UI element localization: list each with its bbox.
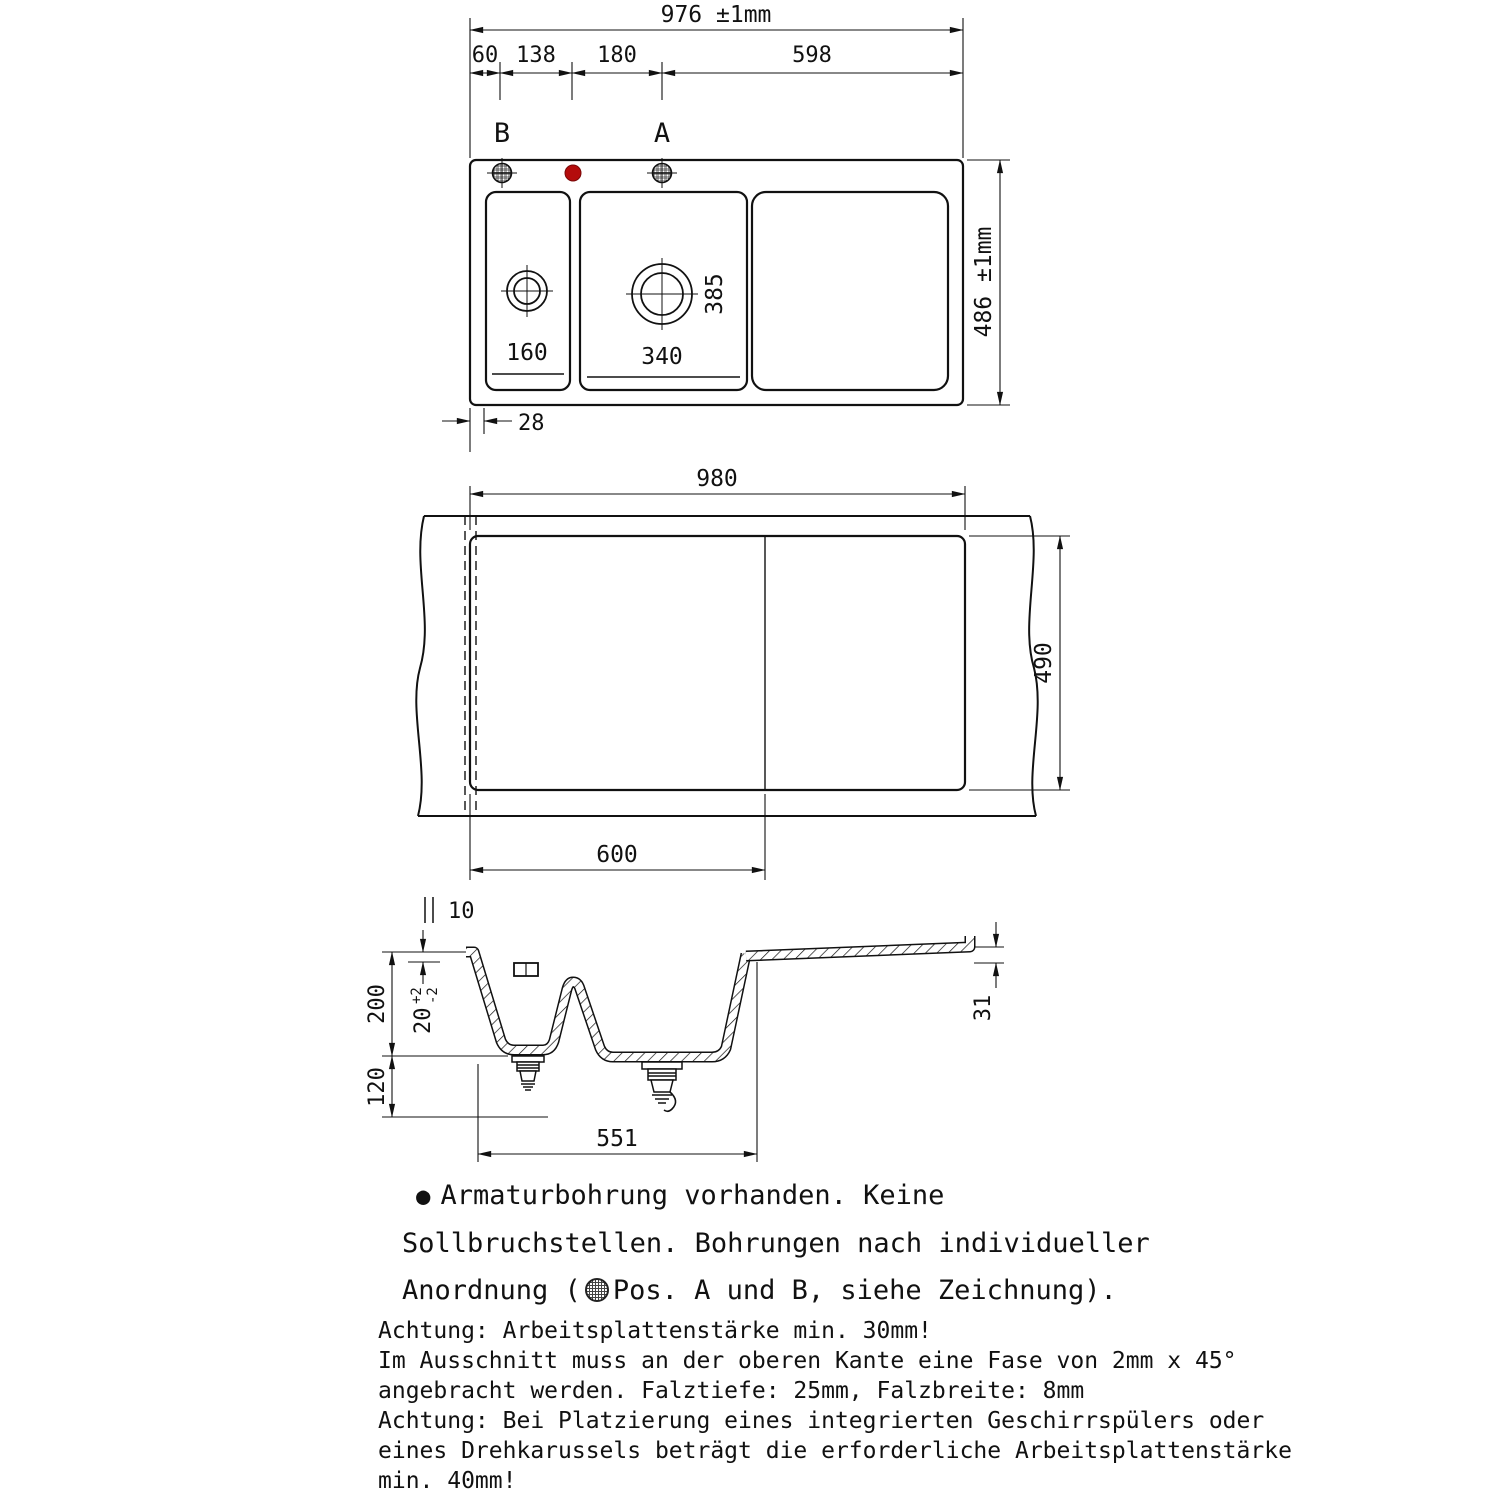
section-drain-main [642, 1062, 682, 1111]
dim-depth-200: 200 [365, 984, 390, 1024]
dim-seg-60: 60 [471, 43, 499, 68]
dim-seg-180: 180 [597, 43, 637, 68]
note-line: Achtung: Arbeitsplattenstärke min. 30mm! [378, 1318, 932, 1344]
tol-minus: -2 [425, 987, 441, 1004]
note-line: eines Drehkarussels beträgt die erforderliche Arbeitsplattenstärke [378, 1438, 1292, 1464]
dim-cutout-width-980: 980 [696, 466, 738, 492]
note-text: Sollbruchstellen. Bohrungen nach individueller [402, 1228, 1150, 1259]
dim-lip-10: 10 [448, 899, 475, 924]
section-bowl-walls [466, 952, 746, 1057]
note-line: angebracht werden. Falztiefe: 25mm, Falzbreite: 8mm [378, 1378, 1085, 1404]
note-line [402, 1267, 1182, 1314]
dim-drain-main-340: 340 [641, 344, 683, 370]
position-hole-icon [585, 1278, 609, 1302]
dim-rim-offset-28: 28 [518, 411, 545, 436]
note-achtung [378, 1316, 1292, 1496]
faucet-hole-a [647, 158, 677, 188]
dim-edge-31: 31 [971, 994, 996, 1022]
drainer-area [752, 192, 948, 390]
faucet-hole-existing [565, 165, 581, 181]
cutout-view [416, 486, 1070, 880]
cutout-outline [470, 536, 965, 790]
dim-span-551: 551 [596, 1126, 638, 1152]
dim-seg-138: 138 [516, 43, 556, 68]
countertop-break-left [416, 516, 425, 816]
note-line: min. 40mm! [378, 1468, 517, 1494]
dim-total-width: 976 ±1mm [660, 2, 772, 28]
dim-cutout-height-490: 490 [1031, 642, 1057, 684]
note-line [402, 1220, 1182, 1267]
dim-under-120: 120 [365, 1067, 390, 1107]
faucet-hole-b [487, 158, 517, 188]
drain-small [501, 265, 553, 317]
dim-bowl-depth-385: 385 [702, 273, 728, 315]
section-drain-small [512, 1056, 544, 1090]
dim-total-depth: 486 ±1mm [971, 226, 997, 338]
plan-view [442, 18, 1010, 452]
note-text: Armaturbohrung vorhanden. Keine [440, 1180, 945, 1211]
note-line [402, 1172, 1182, 1220]
note-text: Anordnung ( [402, 1275, 581, 1306]
tol-plus: +2 [409, 987, 425, 1004]
bullet-icon: ● [416, 1182, 431, 1210]
note-armaturbohrung [402, 1172, 1182, 1314]
dim-cutout-segment-600: 600 [596, 842, 638, 868]
drain-main [626, 258, 698, 330]
section-drainer [746, 936, 970, 956]
overflow-fitting [514, 963, 538, 976]
note-text: Pos. A und B, siehe Zeichnung). [612, 1275, 1117, 1306]
note-line: Im Ausschnitt muss an der oberen Kante eine Fase von 2mm x 45° [378, 1348, 1237, 1374]
dim-rim-20: 20 [411, 1007, 436, 1034]
hole-label-a: A [653, 118, 671, 149]
note-line: Achtung: Bei Platzierung eines integrierten Geschirrspülers oder [378, 1408, 1265, 1434]
hole-label-b: B [493, 118, 511, 149]
dim-seg-598: 598 [792, 43, 832, 68]
dim-rim-20-tol [409, 987, 441, 1034]
section-view [382, 897, 1004, 1162]
dim-drain-small-160: 160 [506, 340, 548, 366]
